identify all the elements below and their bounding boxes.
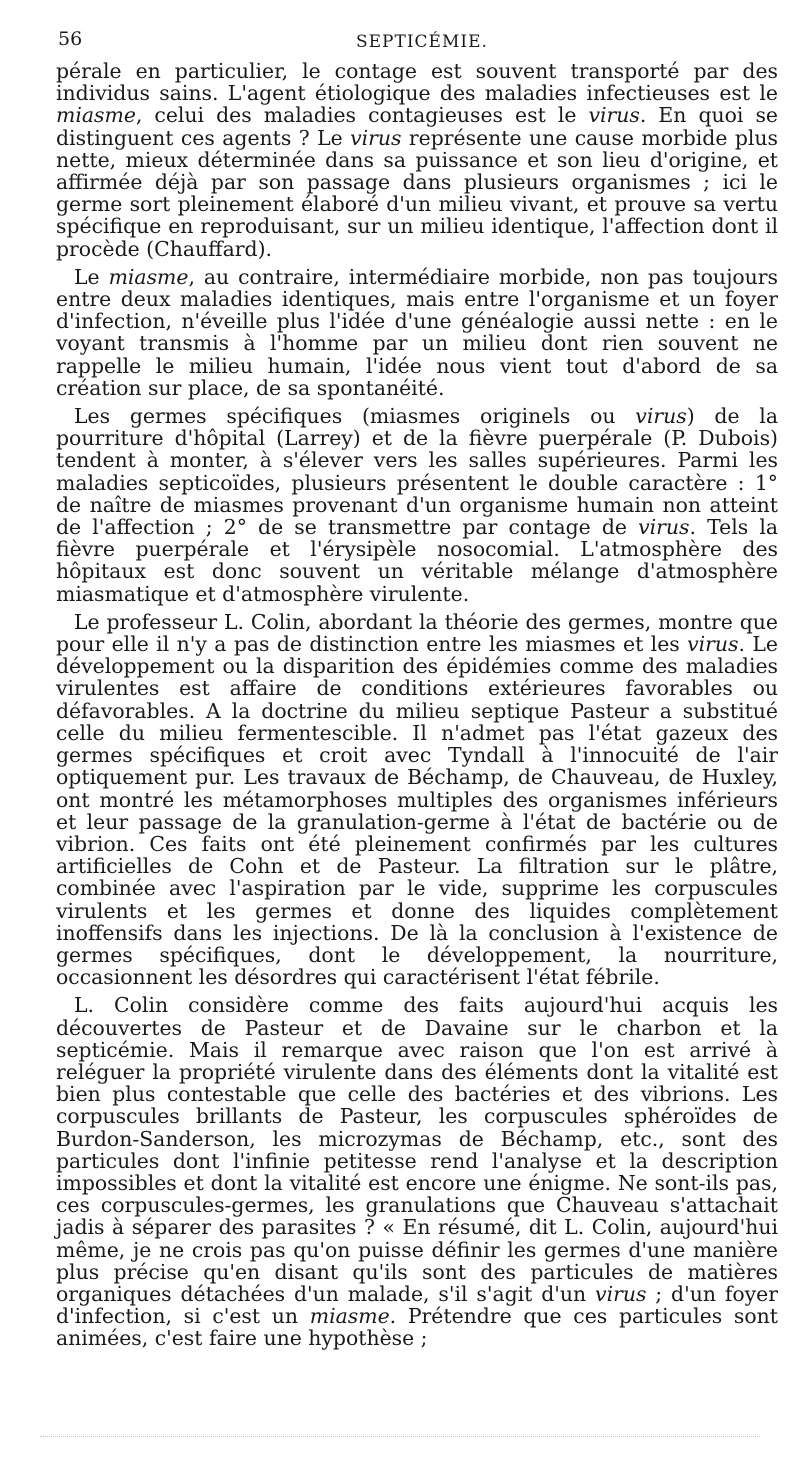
paragraph-1: pérale en particulier, le contage est souvent transporté par des individus sains. L'agent étiologique des maladies infectieuses est le miasme, celui des maladies contagieuses est le virus. En quoi se distinguent ces agents ? Le virus représente une cause morbide plus nette, mieux déterminée dans sa puissance et son lieu d'origine, et affirmée déjà par son passage dans plusieurs organismes ; ici le germe sort pleinement élaboré d'un milieu vivant, et prouve sa vertu spécifique en reproduisant, sur un milieu identique, l'affection dont il procède (Chauffard).: [56, 59, 779, 261]
page-header: [58, 28, 780, 54]
emphasized-term: virus: [638, 515, 690, 540]
paragraph-2: Le miasme, au contraire, intermédiaire morbide, non pas toujours entre deux maladies identiques, mais entre l'organisme et un foyer d'infection, n'éveille plus l'idée d'une généalogie aussi nette : en le voyant transmis à l'homme par un milieu dont rien souvent ne rappelle le milieu humain, l'idée nous vient tout d'abord de sa création sur place, de sa spontanéité.: [56, 264, 779, 400]
paragraph-5: L. Colin considère comme des faits aujourd'hui acquis les découvertes de Pasteur et de Davaine sur le charbon et la septicémie. Mais il remarque avec raison que l'on est arrivé à reléguer la propriété virulente dans des éléments dont la vitalité est bien plus contestable que celle des bactéries et des vibrions. Les corpuscules brillants de Pasteur, les corpuscules sphéroïdes de Burdon-Sanderson, les microzymas de Béchamp, etc., sont des particules dont l'infinie petitesse rend l'analyse et la description impossibles et dont la vitalité est encore une énigme. Ne sont-ils pas, ces corpuscules-germes, les granulations que Chauveau s'attachait jadis à séparer des parasites ? « En résumé, dit L. Colin, aujourd'hui même, je ne crois pas qu'on puisse définir les germes d'une manière plus précise qu'en disant qu'ils sont des particules de matières organiques détachées d'un malade, s'il s'agit d'un virus ; d'un foyer d'infection, si c'est un miasme. Prétendre que ces particules sont animées, c'est faire une hypothèse ;: [56, 993, 778, 1351]
emphasized-term: virus: [350, 125, 402, 150]
footer-scan-marks: [40, 1436, 760, 1439]
paragraph-4: Le professeur L. Colin, abordant la théorie des germes, montre que pour elle il n'y a pas de distinction entre les miasmes et les virus. Le développement ou la disparition des épidémies comme des maladies virulentes est affaire de conditions extérieures favorables ou défavorables. A la doctrine du milieu septique Pasteur a substitué celle du milieu fermentescible. Il n'admet pas l'état gazeux des germes spécifiques et croit avec Tyndall à l'innocuité de l'air optiquement pur. Les travaux de Béchamp, de Chauveau, de Huxley, ont montré les métamorphoses multiples des organismes inférieurs et leur passage de la granulation-germe à l'état de bactérie ou de vibrion. Ces faits ont été pleinement confirmés par les cultures artificielles de Cohn et de Pasteur. La filtration sur le plâtre, combinée avec l'aspiration par le vide, supprime les corpuscules virulents et les germes et donne des liquides complètement inoffensifs dans les injections. De là la conclusion à l'existence de germes spécifiques, dont le développement, la nourriture, occasionnent les désordres qui caractérisent l'état fébrile.: [56, 609, 778, 990]
page-number: 56: [58, 28, 83, 50]
paragraph-3: Les germes spécifiques (miasmes originels ou virus) de la pourriture d'hôpital (Larrey) et de la fièvre puerpérale (P. Dubois) tendent à monter, à s'élever vers les salles supérieures. Parmi les maladies septicoïdes, plusieurs présentent le double caractère : 1° de naître de miasmes provenant d'un organisme humain non atteint de l'affection ; 2° de se transmettre par contage de virus. Tels la fièvre puerpérale et l'érysipèle nosocomial. L'atmosphère des hôpitaux est donc souvent un véritable mélange d'atmosphère miasmatique et d'atmosphère virulente.: [56, 404, 778, 606]
emphasized-term: virus: [687, 632, 739, 657]
emphasized-term: miasme: [309, 1304, 390, 1329]
emphasized-term: virus: [588, 103, 640, 128]
emphasized-term: miasme: [108, 264, 189, 289]
body-text: [56, 60, 778, 1356]
emphasized-term: virus: [635, 404, 687, 429]
emphasized-term: miasme: [56, 103, 136, 128]
running-title: SEPTICÉMIE.: [356, 32, 488, 52]
emphasized-term: virus: [595, 1281, 647, 1306]
